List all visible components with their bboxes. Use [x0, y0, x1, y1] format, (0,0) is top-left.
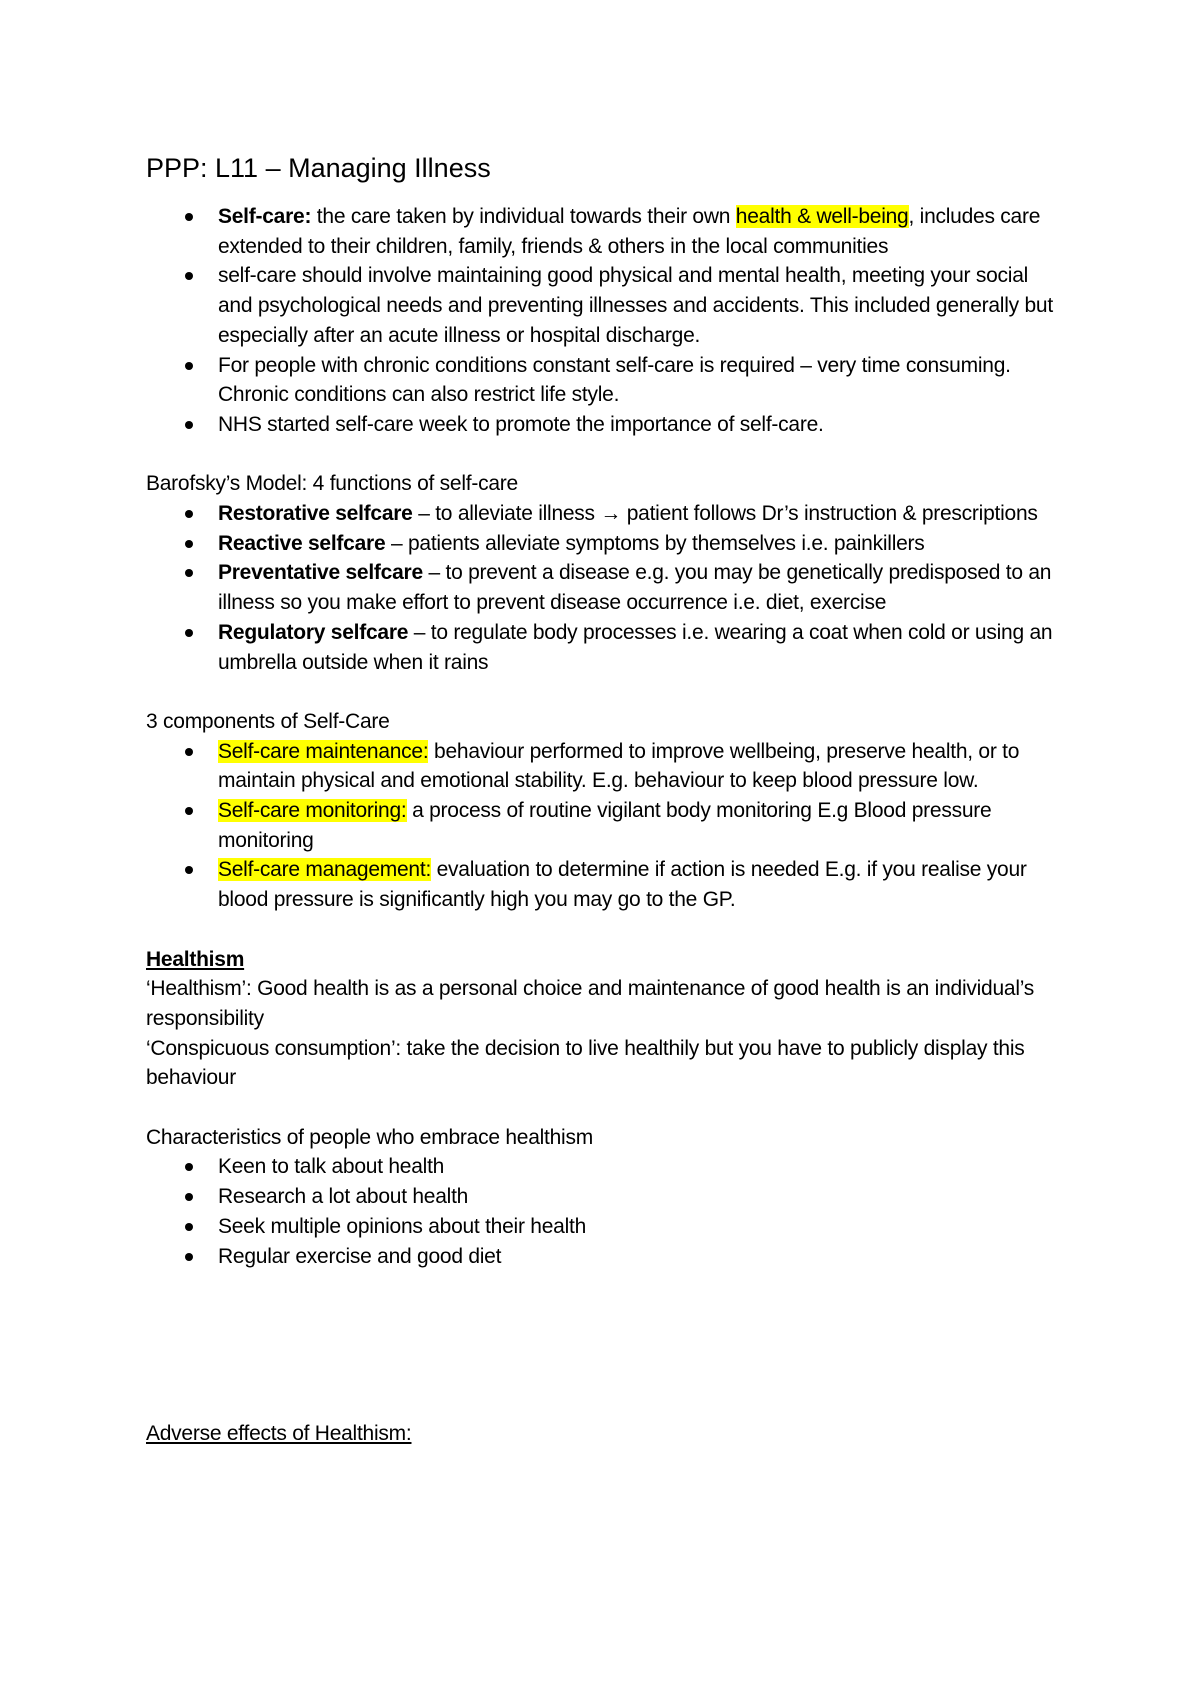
list-item: [146, 796, 1066, 855]
list-item-text: the care taken by individual towards their own: [311, 205, 736, 228]
list-item-text: – to alleviate illness → patient follows Dr’s instruction & prescriptions: [412, 502, 1038, 526]
section-heading-adverse-effects: Adverse effects of Healthism:: [146, 1422, 412, 1446]
intro-list: [146, 202, 1066, 440]
term: Reactive selfcare: [218, 531, 386, 555]
spacer: [146, 1271, 1066, 1419]
list-item: NHS started self-care week to promote the importance of self-care.: [146, 410, 1066, 440]
list-item: [146, 499, 1066, 529]
highlighted-term: Self-care management:: [218, 858, 432, 882]
list-item-text: – to regulate body processes i.e. wearing a coat when cold or using an umbrella outside when it rains: [218, 620, 1053, 674]
barofsky-list: [146, 499, 1066, 677]
list-item-text: evaluation to determine if action is needed E.g. if you realise your blood pressure is significantly high you may go to the GP.: [218, 858, 1027, 912]
definition-conspicuous-consumption: ‘Conspicuous consumption’: take the decision to live healthily but you have to publicly display this behaviour: [146, 1036, 1025, 1090]
definition-healthism: ‘Healthism’: Good health is as a personal choice and maintenance of good health is an individual’s responsibility: [146, 977, 1035, 1030]
spacer: [146, 1093, 1066, 1123]
spacer: [146, 440, 1066, 470]
characteristics-list: [146, 1152, 1066, 1271]
section-heading-components: 3 components of Self-Care: [146, 709, 390, 733]
page-title: PPP: L11 – Managing Illness: [146, 153, 491, 183]
section-heading-characteristics: Characteristics of people who embrace healthism: [146, 1125, 593, 1149]
list-item: [146, 618, 1066, 677]
list-item-text: behaviour performed to improve wellbeing, preserve health, or to maintain physical and emotional stability. E.g. behaviour to keep blood pressure low.: [218, 739, 1020, 793]
list-item: [146, 202, 1066, 261]
section-heading-barofsky: Barofsky’s Model: 4 functions of self-care: [146, 472, 518, 496]
list-item-text: a process of routine vigilant body monitoring E.g Blood pressure monitoring: [218, 799, 992, 852]
list-item: [146, 855, 1066, 914]
highlighted-text: health & well-being: [735, 205, 909, 228]
components-list: [146, 737, 1066, 915]
highlighted-term: Self-care monitoring:: [218, 799, 407, 823]
list-item-text: – patients alleviate symptoms by themselves i.e. painkillers: [385, 531, 925, 555]
list-item: For people with chronic conditions constant self-care is required – very time consuming. Chronic conditions can also restrict life style.: [146, 351, 1066, 410]
term: Restorative selfcare: [218, 502, 413, 526]
list-item-text: – to prevent a disease e.g. you may be genetically predisposed to an illness so you make effort to prevent disease occurrence i.e. diet, exercise: [218, 561, 1052, 615]
list-item: self-care should involve maintaining good physical and mental health, meeting your social and psychological needs and preventing illnesses and accidents. This included generally but especially after an acute illness or hospital discharge.: [146, 261, 1066, 350]
term: Preventative selfcare: [218, 561, 423, 585]
list-item: [146, 529, 1066, 559]
list-item: [146, 558, 1066, 617]
term: Regulatory selfcare: [218, 620, 409, 644]
document-body: [146, 146, 1066, 1449]
term-self-care: Self-care:: [218, 205, 312, 228]
list-item: Research a lot about health: [146, 1182, 1066, 1212]
list-item: Keen to talk about health: [146, 1152, 1066, 1182]
spacer: [146, 677, 1066, 707]
list-item: [146, 737, 1066, 796]
list-item-text: , includes care extended to their children, family, friends & others in the local communities: [218, 205, 1041, 258]
section-heading-healthism: Healthism: [146, 947, 245, 971]
list-item: Regular exercise and good diet: [146, 1242, 1066, 1272]
highlighted-term: Self-care maintenance:: [218, 739, 429, 763]
spacer: [146, 915, 1066, 945]
list-item: Seek multiple opinions about their health: [146, 1212, 1066, 1242]
